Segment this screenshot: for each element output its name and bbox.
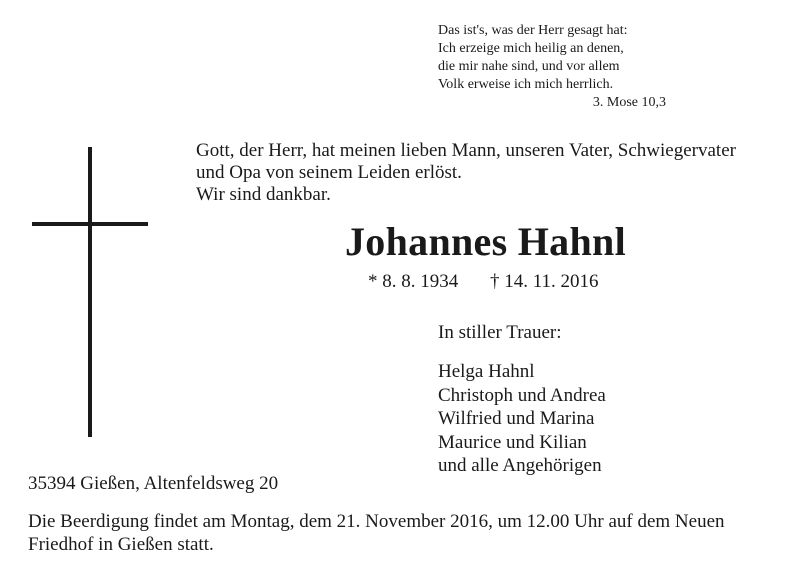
intro-text — [196, 140, 796, 206]
mourner-name: und alle Angehörigen — [438, 455, 602, 476]
verse-line: Das ist's, was der Herr gesagt hat: — [438, 23, 628, 38]
deceased-name: Johannes Hahnl — [345, 219, 626, 264]
family-address: 35394 Gießen, Altenfeldsweg 20 — [28, 473, 279, 494]
mourning-heading: In stiller Trauer: — [438, 322, 562, 343]
funeral-line: Die Beerdigung findet am Montag, dem 21. November 2016, um 12.00 Uhr auf dem Neuen — [28, 511, 725, 532]
cross-icon-horizontal-bar — [32, 222, 148, 226]
mourner-name: Helga Hahnl — [438, 361, 535, 382]
mourner-name: Christoph und Andrea — [438, 384, 606, 406]
mourner-name: Wilfried und Marina — [438, 408, 595, 429]
verse-reference: 3. Mose 10,3 — [592, 95, 666, 110]
mourners-list — [438, 360, 606, 478]
funeral-notice — [28, 510, 798, 556]
verse-line: Ich erzeige mich heilig an denen, — [438, 41, 624, 56]
cross-icon-vertical-bar — [88, 147, 92, 437]
birth-date: * 8. 8. 1934 — [368, 271, 459, 292]
intro-line: Wir sind dankbar. — [196, 184, 331, 205]
intro-line: und Opa von seinem Leiden erlöst. — [196, 162, 462, 183]
verse-line: Volk erweise ich mich herrlich. — [438, 77, 614, 92]
verse-line: die mir nahe sind, und vor allem — [438, 59, 620, 74]
intro-line: Gott, der Herr, hat meinen lieben Mann, unseren Vater, Schwiegervater — [196, 140, 736, 161]
death-date: † 14. 11. 2016 — [490, 271, 599, 292]
mourner-name: Maurice und Kilian — [438, 431, 587, 453]
funeral-line: Friedhof in Gießen statt. — [28, 534, 214, 555]
bible-verse — [438, 22, 678, 112]
